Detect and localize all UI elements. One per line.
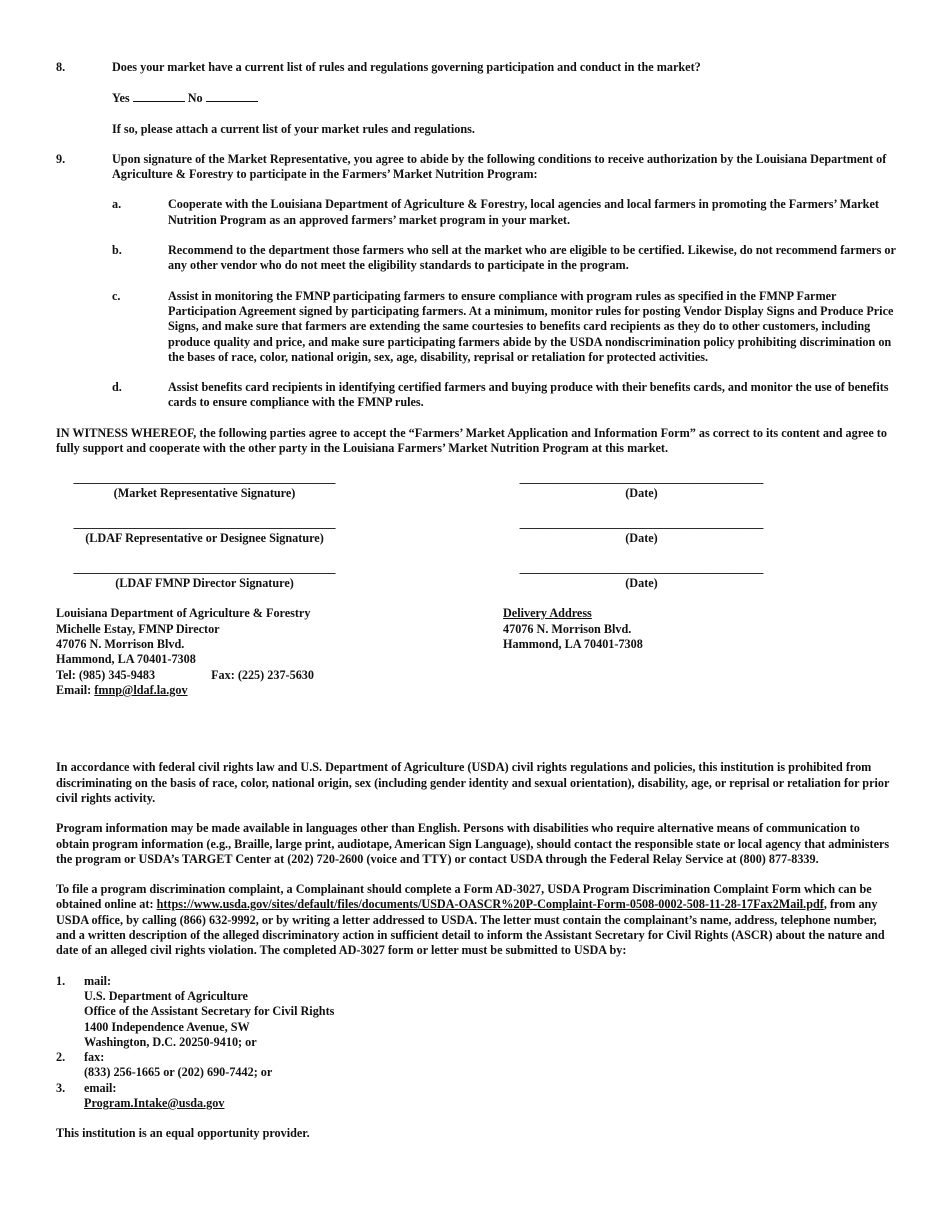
method-label: fax: [84, 1050, 105, 1065]
contact-street: 47076 N. Morrison Blvd. [56, 636, 185, 651]
method-label: mail: [84, 973, 112, 988]
delivery-heading: Delivery Address [503, 606, 592, 621]
mail-line: 1400 Independence Avenue, SW [84, 1019, 250, 1034]
yes-blank-field[interactable] [133, 90, 185, 102]
method-content [84, 1081, 896, 1112]
contact-org: Louisiana Department of Agriculture & Forestry [56, 606, 311, 621]
email-link[interactable]: fmnp@ldaf.la.gov [94, 682, 188, 697]
date-caption: (Date) [625, 576, 658, 591]
condition-item-d [112, 380, 896, 411]
signature-line[interactable]: ___________________________________________ [73, 471, 336, 486]
contact-phone-row [56, 668, 314, 683]
contact-address [56, 606, 314, 698]
signature-block [56, 471, 353, 501]
contact-city: Hammond, LA 70401-7308 [56, 652, 196, 667]
date-line[interactable]: ________________________________________ [519, 471, 764, 486]
closing-statement: This institution is an equal opportunity provider. [56, 1126, 310, 1141]
date-line[interactable]: ________________________________________ [519, 516, 764, 531]
signature-caption: (LDAF Representative or Designee Signature) [85, 531, 324, 546]
email-label: Email: [56, 682, 95, 697]
condition-item-a [112, 197, 896, 228]
signature-line[interactable]: ___________________________________________ [73, 561, 336, 576]
method-content [84, 974, 896, 1050]
submission-methods-list [56, 974, 896, 1112]
method-content [84, 1050, 896, 1081]
condition-item-c [112, 289, 896, 365]
method-email [56, 1081, 896, 1112]
no-blank-field[interactable] [206, 90, 258, 102]
question-number: 9. [56, 151, 66, 166]
method-mail [56, 974, 896, 1050]
method-number: 3. [56, 1080, 66, 1095]
method-fax [56, 1050, 896, 1081]
email-intake-link[interactable]: Program.Intake@usda.gov [84, 1095, 225, 1110]
witness-statement: IN WITNESS WHEREOF, the following parties agree to accept the “Farmers’ Market Application and Information Form” as correct to its content and agree to fully support and cooperate with the other party in the Louisiana Farmers’ Market Nutrition Program at this market. [56, 425, 887, 456]
question-text: Upon signature of the Market Representative, you agree to abide by the following conditions to receive authorization by the Louisiana Department of Agriculture & Forestry to participate in the Farmers’ Market Nutrition Program: [112, 151, 887, 182]
item-letter: a. [112, 197, 122, 212]
date-caption: (Date) [625, 531, 658, 546]
yes-no-row [112, 90, 896, 106]
question-number: 8. [56, 60, 66, 74]
signature-caption: (Market Representative Signature) [113, 486, 296, 501]
contact-email-row [56, 683, 314, 698]
delivery-city: Hammond, LA 70401-7308 [503, 636, 643, 651]
item-text: Assist benefits card recipients in identifying certified farmers and buying produce with their benefits cards, and monitor the use of benefits cards to ensure compliance with the FMNP rules. [168, 380, 889, 410]
method-number: 2. [56, 1050, 66, 1065]
method-label: email: [84, 1080, 117, 1095]
item-letter: c. [112, 288, 121, 303]
item-text: Recommend to the department those farmers who sell at the market who are eligible to be certified. Likewise, do not recommend farmers or any other vendor who do not meet the eligibility standards to participate in the program. [168, 243, 896, 273]
complaint-form-link[interactable]: https://www.usda.gov/sites/default/files/documents/USDA-OASCR%20P-Complaint-Form-0508-0002-508-11-28-17Fax2Mail.pdf [156, 897, 824, 912]
item-letter: d. [112, 380, 122, 395]
yes-label: Yes [112, 91, 130, 106]
nondiscrimination-paragraph-2: Program information may be made available in languages other than English. Persons with disabilities who require alternative means of communication to obtain program information (e.g., Braille, large print, audiotape, American Sign Language), should contact the responsible state or local agency that administers the program or USDA’s TARGET Center at (202) 720-2600 (voice and TTY) or contact USDA through the Federal Relay Service at (800) 877-8339. [56, 821, 890, 866]
date-block [503, 471, 780, 501]
nondiscrimination-paragraph-1: In accordance with federal civil rights law and U.S. Department of Agriculture (USDA) civil rights regulations and policies, this institution is prohibited from discriminating on the basis of race, color, national origin, sex (including gender identity and sexual orientation), disability, age, or reprisal or retaliation for prior civil rights activity. [56, 760, 890, 805]
signature-block [56, 561, 353, 591]
item-text: Assist in monitoring the FMNP participating farmers to ensure compliance with program rules as specified in the FMNP Farmer Participation Agreement signed by participating farmers. At a minimum, monitor rules for posting Vendor Display Signs and Produce Price Signs, and make sure that farmers are extending the same courtesies to benefits card recipients as they do to other customers, including produce quality and price, and make sure participating farmers abide by the USDA nondiscrimination policy prohibiting discrimination on the bases of race, color, national origin, sex, age, disability, reprisal or retaliation for protected activities. [168, 288, 894, 364]
date-block [503, 561, 780, 591]
date-line[interactable]: ________________________________________ [519, 561, 764, 576]
signature-row-director [56, 561, 896, 591]
signature-line[interactable]: ___________________________________________ [73, 516, 336, 531]
signature-caption: (LDAF FMNP Director Signature) [115, 576, 294, 591]
contact-tel: Tel: (985) 345-9483 [56, 667, 156, 682]
fax-line: (833) 256-1665 or (202) 690-7442; or [84, 1065, 273, 1080]
question-text: Does your market have a current list of rules and regulations governing participation and conduct in the market? [112, 60, 701, 74]
signature-row-ldaf-rep [56, 516, 896, 546]
contact-fax: Fax: (225) 237-5630 [211, 667, 314, 682]
delivery-address [503, 606, 643, 652]
mail-line: Washington, D.C. 20250-9410; or [84, 1034, 257, 1049]
method-number: 1. [56, 973, 66, 988]
form-page [56, 60, 896, 1142]
signature-row-market-rep [56, 471, 896, 501]
no-label: No [187, 91, 203, 106]
address-section [56, 606, 896, 706]
mail-line: Office of the Assistant Secretary for Civil Rights [84, 1004, 335, 1019]
condition-item-b [112, 243, 896, 274]
complaint-text-intro: To file a program discrimination complaint, a Complainant should complete a Form AD-3027, USDA Program Discrimination Complaint Form which can be obtained online at: [56, 882, 872, 912]
question-9 [56, 152, 896, 183]
nondiscrimination-paragraph-3 [56, 882, 896, 958]
date-caption: (Date) [625, 486, 658, 501]
signature-block [56, 516, 353, 546]
delivery-street: 47076 N. Morrison Blvd. [503, 621, 632, 636]
contact-name: Michelle Estay, FMNP Director [56, 621, 220, 636]
complaint-text-rest: , from any USDA office, by calling (866) 632-9992, or by writing a letter addressed to USDA. The letter must contain the complainant’s name, address, telephone number, and a written description of the alleged discriminatory action in sufficient detail to inform the Assistant Secretary for Civil Rights (ASCR) about the nature and date of an alleged civil rights violation. The completed AD-3027 form or letter must be submitted to USDA by: [56, 897, 885, 958]
date-block [503, 516, 780, 546]
question-8 [56, 60, 896, 75]
item-text: Cooperate with the Louisiana Department of Agriculture & Forestry, local agencies and local farmers in promoting the Farmers’ Market Nutrition Program as an approved farmers’ market program in your market. [168, 197, 879, 227]
item-letter: b. [112, 243, 122, 258]
mail-line: U.S. Department of Agriculture [84, 988, 248, 1003]
attach-note: If so, please attach a current list of your market rules and regulations. [112, 121, 475, 136]
